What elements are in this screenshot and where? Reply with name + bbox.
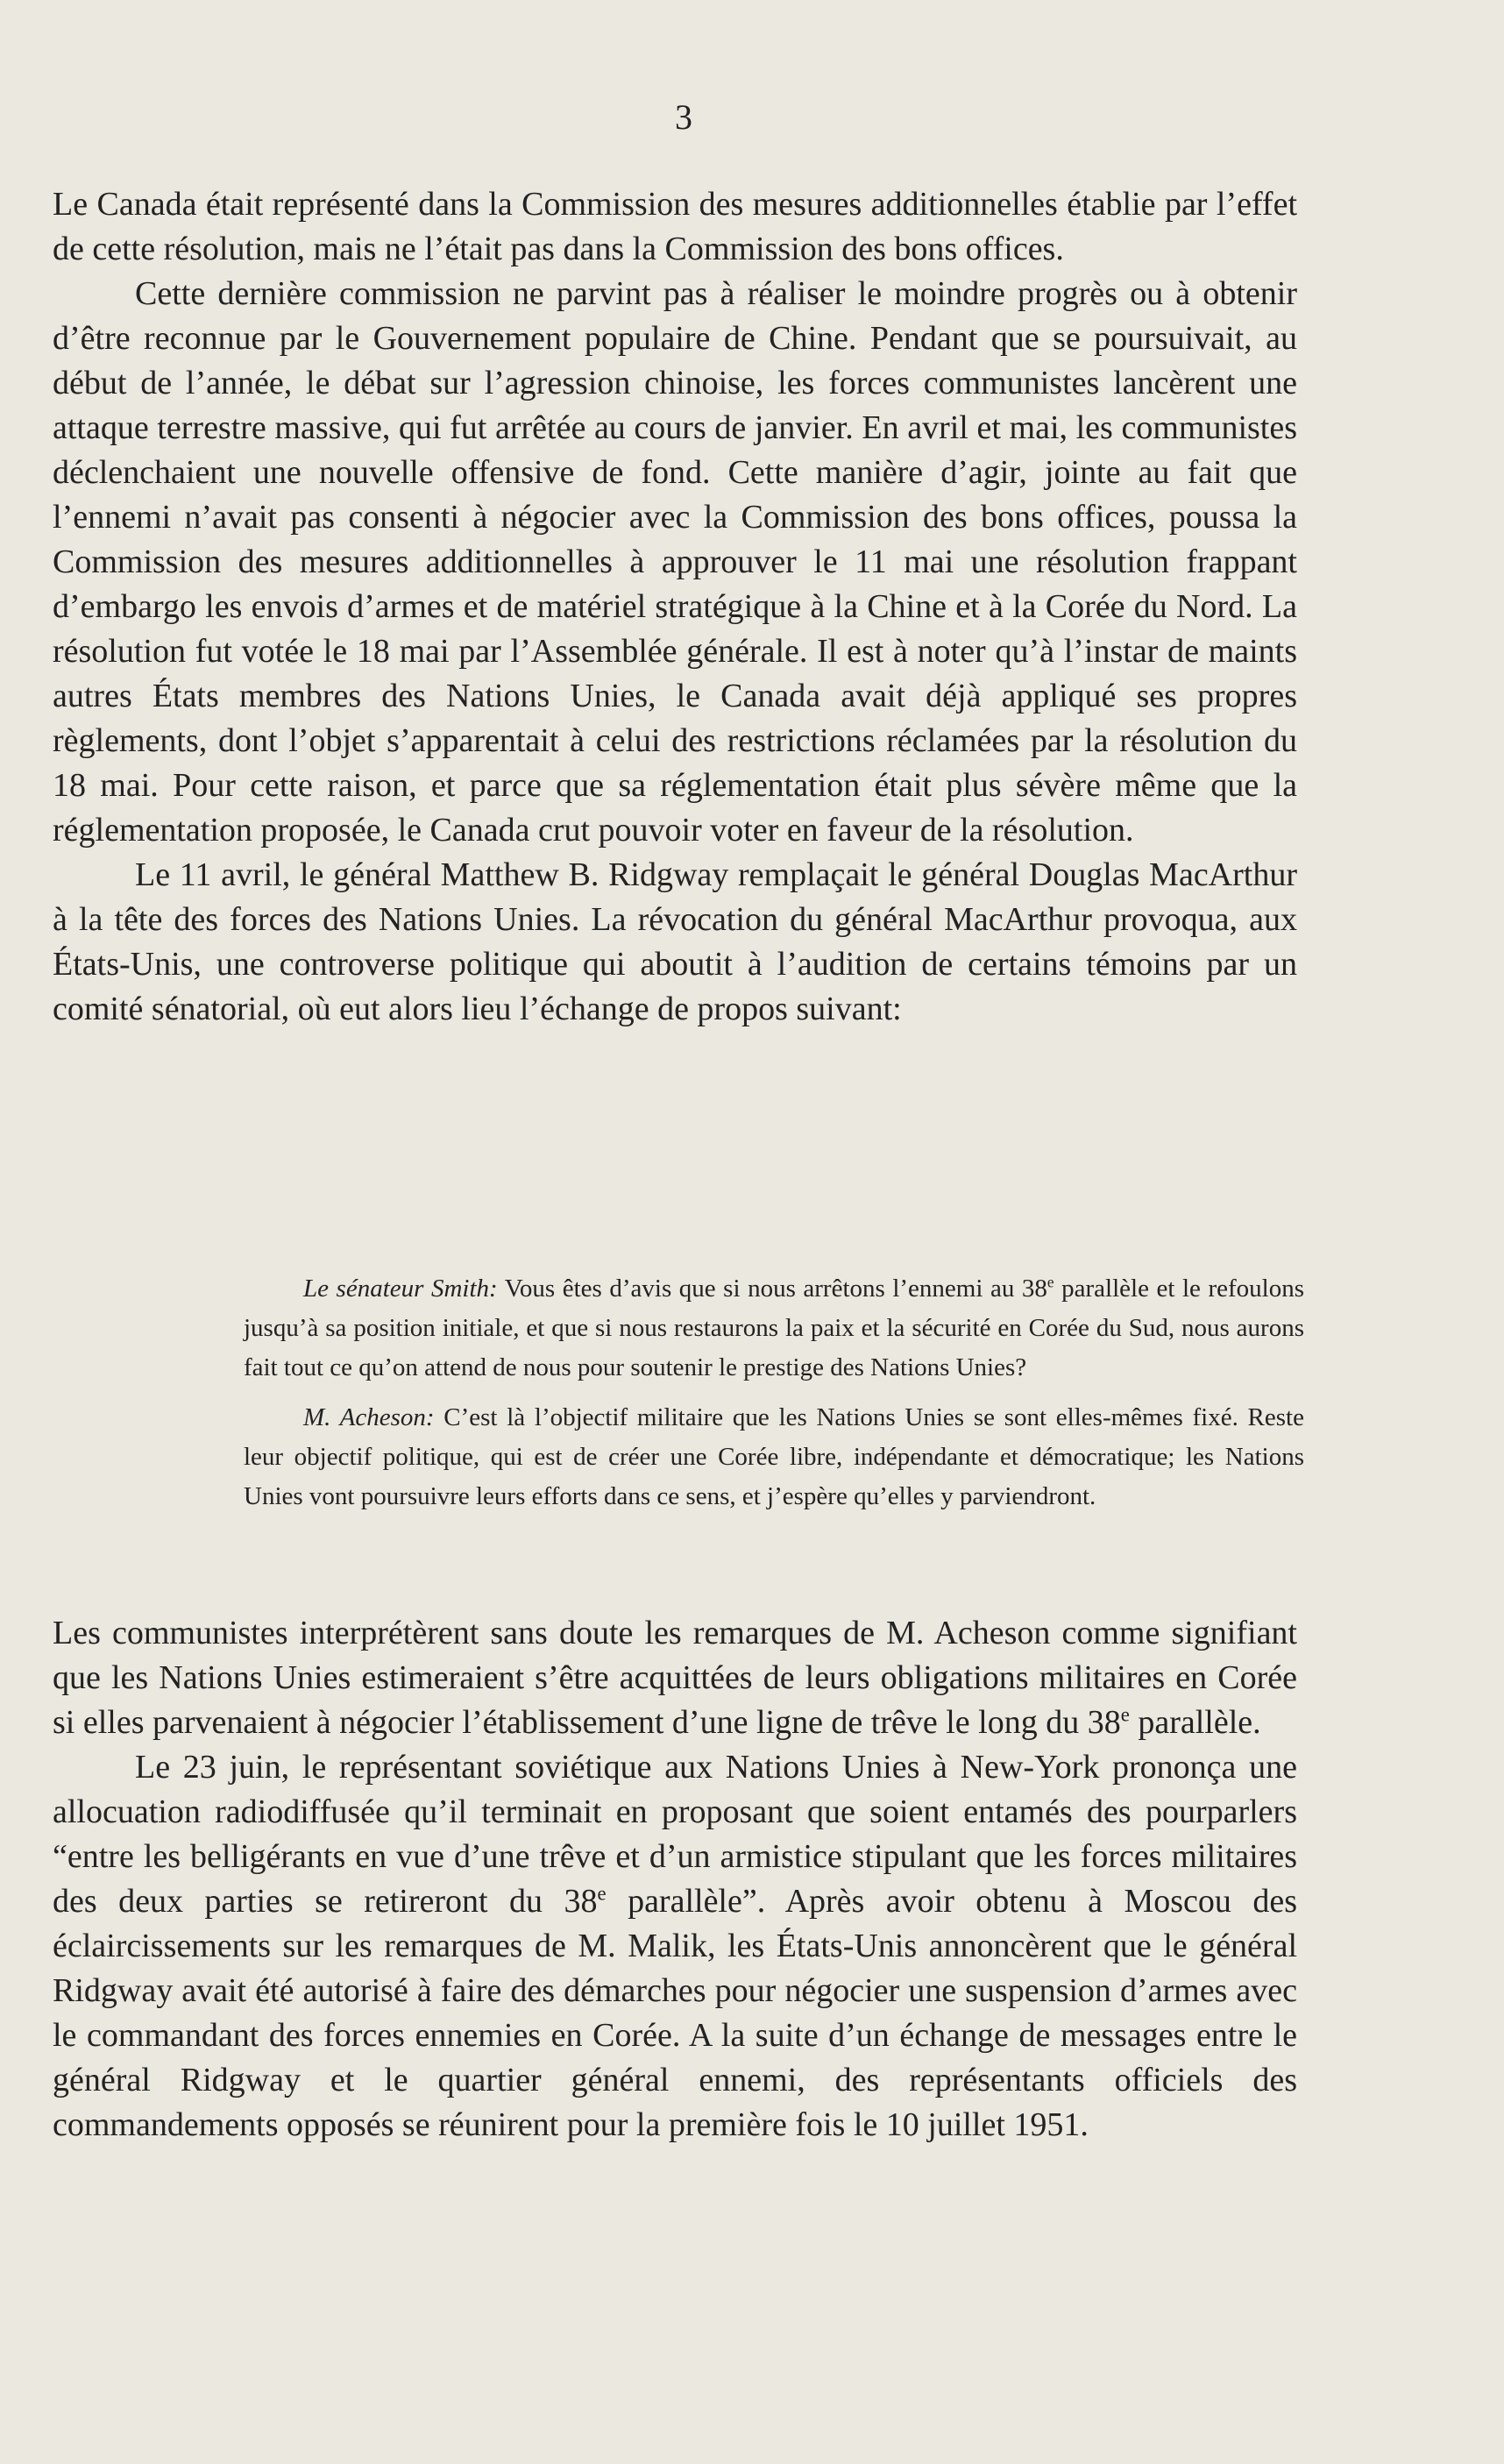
superscript: e [1120,1703,1130,1726]
quote-paragraph [244,1398,1304,1516]
paragraph: Le Canada était représenté dans la Commission des mesures additionnelles établie par l’effet de cette résolution, mais ne l’était pas dans la Commission des bons offices. [53,186,1297,267]
quote-speaker: Le sénateur Smith: [303,1275,498,1303]
quote-text: C’est là l’objectif militaire que les Nations Unies se sont elles-mêmes fixé. Reste leur objectif politique, qui est de créer une Corée libre, indépendante et démocratique; les Nations Unies vont poursuivre leurs efforts dans ce sens, et j’espère qu’elles y parviendront. [244,1403,1304,1510]
paragraph: Cette dernière commission ne parvint pas à réaliser le moindre progrès ou à obtenir d’être reconnue par le Gouvernement populaire de Chine. Pendant que se poursuivait, au début de l’année, le débat sur l’agression chinoise, les forces communistes lancèrent une attaque terrestre massive, qui fut arrêtée au cours de janvier. En avril et mai, les communistes déclenchaient une nouvelle offensive de fond. Cette manière d’agir, jointe au fait que l’ennemi n’avait pas consenti à négocier avec la Commission des bons offices, poussa la Commission des mesures additionnelles à approuver le 11 mai une résolution frappant d’embargo les envois d’armes et de matériel stratégique à la Chine et à la Corée du Nord. La résolution fut votée le 18 mai par l’Assemblée générale. Il est à noter qu’à l’instar de maints autres États membres des Nations Unies, le Canada avait déjà appliqué ses propres règlements, dont l’objet s’apparentait à celui des restrictions réclamées par la résolution du 18 mai. Pour cette raison, et parce que sa réglementation était plus sévère même que la réglementation proposée, le Canada crut pouvoir voter en faveur de la résolution. [53,275,1297,849]
paragraph [53,1745,1297,2148]
paragraph-text: Les communistes interprétèrent sans doute les remarques de M. Acheson comme signifiant que les Nations Unies estimeraient s’être acquittées de leurs obligations militaires en Corée si elles parvenaient à négocier l’établissement d’une ligne de trêve le long du 38 [53,1615,1297,1741]
body-text-top [53,182,1297,1032]
quote-text: parallèle et le refoulons jusqu’à sa position initiale, et que si nous restaurons la paix et la sécurité en Corée du Sud, nous aurons fait tout ce qu’on attend de nous pour soutenir le prestige des Nations Unies? [244,1275,1304,1381]
quote-paragraph [244,1269,1304,1388]
paragraph-text: Le 23 juin, le représentant soviétique aux Nations Unies à New-York prononça une allocuation radiodiffusée qu’il terminait en proposant que soient entamés des pourparlers “entre les belligérants en vue d’une trêve et d’un armistice stipulant que les forces militaires des deux parties se retireront du 38 [53,1749,1297,1920]
paragraph: Le 11 avril, le général Matthew B. Ridgway remplaçait le général Douglas MacArthur à la tête des forces des Nations Unies. La révocation du général MacArthur provoqua, aux États-Unis, une controverse politique qui aboutit à l’audition de certains témoins par un comité sénatorial, où eut alors lieu l’échange de propos suivant: [53,856,1297,1027]
quote-speaker: M. Acheson: [303,1403,435,1431]
superscript: e [597,1882,607,1905]
body-text-bottom [53,1611,1297,2148]
superscript: e [1046,1273,1054,1291]
block-quote [244,1269,1304,1527]
paragraph [53,1611,1297,1745]
paragraph-text: parallèle. [1129,1704,1261,1741]
quote-text: Vous êtes d’avis que si nous arrêtons l’ennemi au 38 [497,1275,1047,1303]
page-number: 3 [675,97,692,137]
paragraph-text: parallèle”. Après avoir obtenu à Moscou des éclaircissements sur les remarques de M. Malik, les États-Unis annoncèrent que le général Ridgway avait été autorisé à faire des démarches pour négocier une suspension d’armes avec le commandant des forces ennemies en Corée. A la suite d’un échange de messages entre le général Ridgway et le quartier général ennemi, des représentants officiels des commandements opposés se réunirent pour la première fois le 10 juillet 1951. [53,1883,1297,2143]
